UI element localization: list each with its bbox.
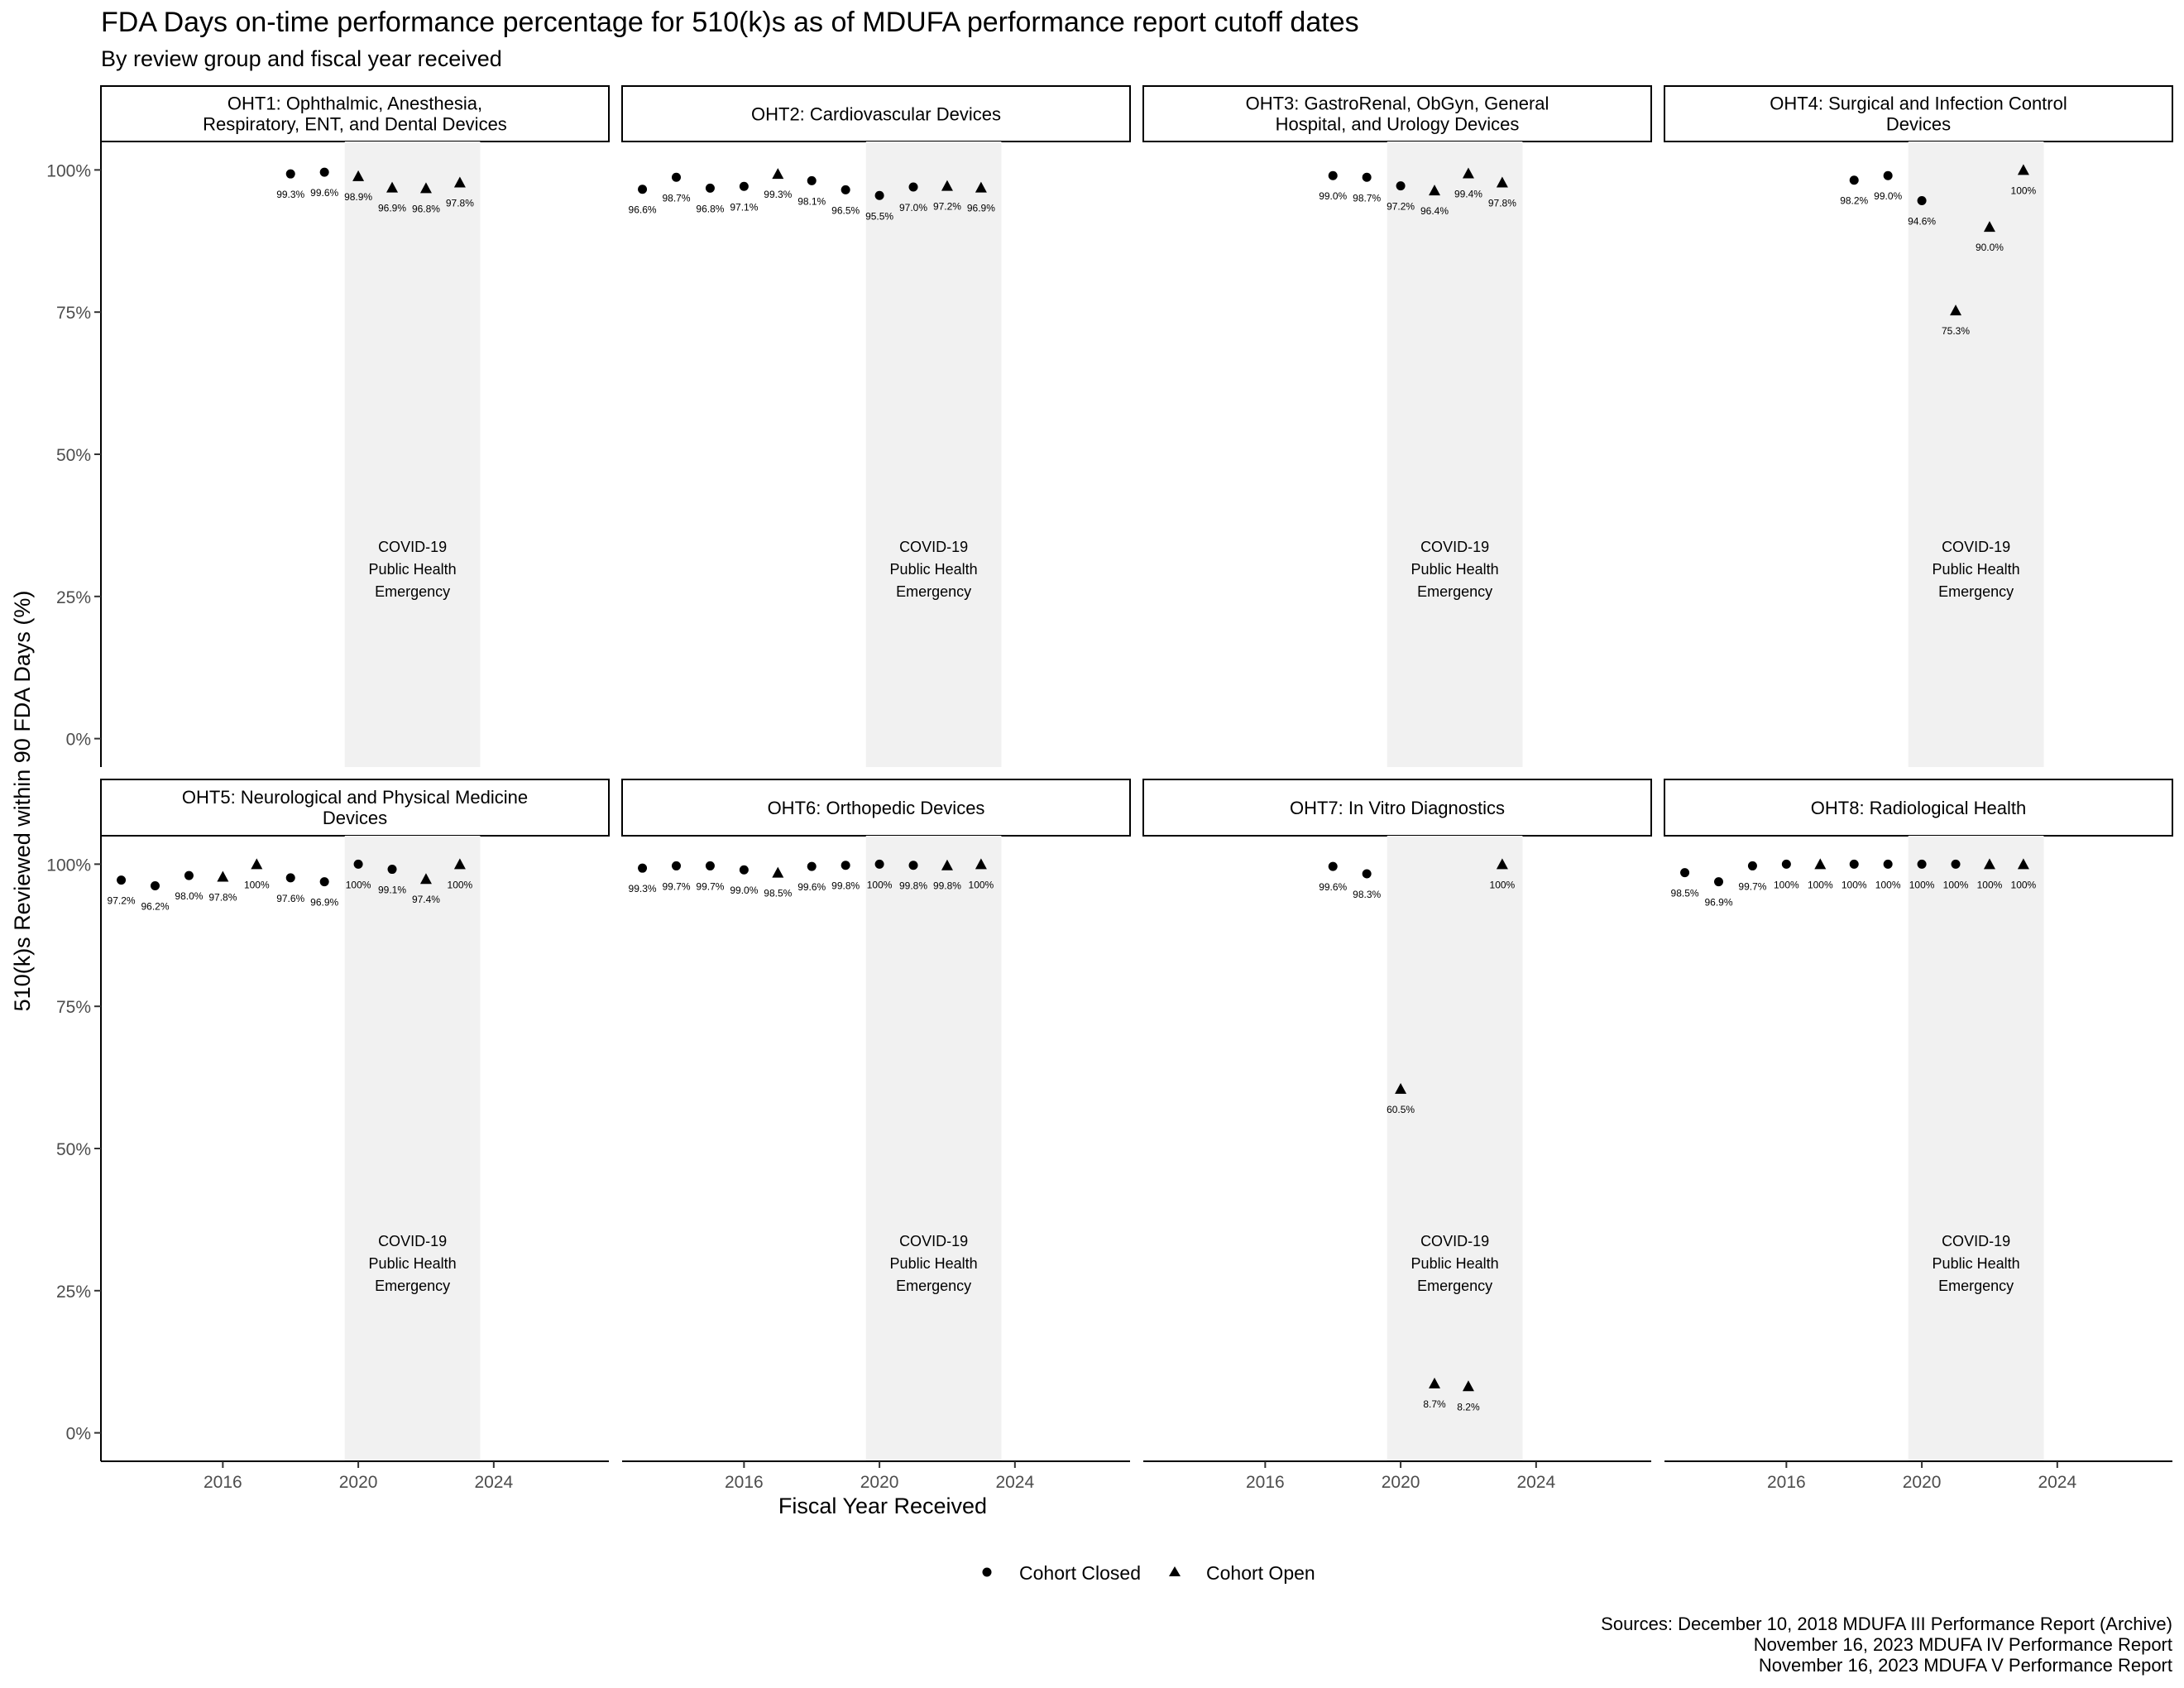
data-point-closed xyxy=(1782,860,1791,869)
facet-title: OHT6: Orthopedic Devices xyxy=(767,798,985,818)
data-point-closed xyxy=(1884,860,1893,869)
data-point-closed xyxy=(1850,860,1859,869)
data-label: 100% xyxy=(1807,879,1833,891)
data-label: 97.2% xyxy=(1387,200,1415,213)
data-point-closed xyxy=(117,875,126,885)
data-label: 99.1% xyxy=(378,884,407,896)
data-point-closed xyxy=(286,170,295,179)
data-point-closed xyxy=(1329,171,1338,180)
x-tick-label: 2016 xyxy=(725,1473,764,1492)
data-point-closed xyxy=(841,861,850,870)
facet-title: OHT3: GastroRenal, ObGyn, General xyxy=(1245,93,1549,114)
data-label: 100% xyxy=(1942,879,1969,891)
data-label: 99.7% xyxy=(1738,880,1767,893)
data-label: 8.7% xyxy=(1423,1398,1446,1410)
legend-open-label: Cohort Open xyxy=(1206,1562,1315,1584)
circle-icon xyxy=(981,1566,993,1578)
x-tick-label: 2016 xyxy=(1246,1473,1285,1492)
x-tick-label: 2024 xyxy=(995,1473,1035,1492)
covid-annotation: Emergency xyxy=(896,1277,972,1294)
covid-annotation: COVID-19 xyxy=(899,1232,969,1249)
data-label: 98.7% xyxy=(1353,192,1382,204)
facet-title: OHT5: Neurological and Physical Medicine xyxy=(181,787,529,808)
data-label: 99.3% xyxy=(628,883,657,895)
covid-annotation: COVID-19 xyxy=(899,538,969,555)
data-point-closed xyxy=(1748,861,1757,870)
covid-annotation: Emergency xyxy=(1938,1277,2014,1294)
covid-annotation: COVID-19 xyxy=(1420,538,1490,555)
x-tick-label: 2020 xyxy=(338,1473,378,1492)
data-point-closed xyxy=(1714,877,1723,886)
data-point-open xyxy=(772,168,783,179)
data-label: 8.2% xyxy=(1457,1401,1480,1413)
sources-note xyxy=(1601,1614,2172,1676)
covid-annotation: Emergency xyxy=(375,1277,451,1294)
facet-title: OHT7: In Vitro Diagnostics xyxy=(1289,798,1506,818)
covid-annotation: Public Health xyxy=(1932,560,2020,578)
y-axis-title: 510(k)s Reviewed within 90 FDA Days (%) xyxy=(10,590,35,1012)
covid-annotation: COVID-19 xyxy=(378,1232,448,1249)
covid-shaded-region xyxy=(345,836,481,1461)
y-tick-label: 100% xyxy=(46,161,91,181)
covid-annotation: Emergency xyxy=(1938,583,2014,600)
data-point-closed xyxy=(1884,171,1893,180)
data-label: 100% xyxy=(1909,879,1935,891)
data-point-closed xyxy=(388,865,397,874)
covid-annotation: Public Health xyxy=(1932,1254,2020,1272)
data-point-closed xyxy=(1918,196,1927,205)
data-label: 100% xyxy=(243,879,270,891)
data-label: 97.2% xyxy=(107,894,136,907)
data-label: 98.9% xyxy=(344,190,373,203)
data-label: 100% xyxy=(1774,879,1799,891)
covid-annotation: COVID-19 xyxy=(1942,538,2011,555)
data-point-closed xyxy=(1363,173,1372,182)
data-point-closed xyxy=(909,182,918,191)
x-tick-label: 2016 xyxy=(204,1473,242,1492)
data-point-closed xyxy=(1329,862,1338,871)
data-point-open xyxy=(772,867,783,878)
data-point-closed xyxy=(740,182,749,191)
source-line: Sources: December 10, 2018 MDUFA III Performance Report (Archive) xyxy=(1601,1614,2172,1634)
data-point-closed xyxy=(151,881,160,890)
covid-annotation: COVID-19 xyxy=(1942,1232,2011,1249)
data-label: 97.6% xyxy=(276,892,305,904)
data-label: 96.9% xyxy=(1704,896,1733,909)
x-tick-label: 2024 xyxy=(2038,1473,2077,1492)
data-label: 99.7% xyxy=(696,880,725,893)
covid-shaded-region xyxy=(1909,836,2044,1461)
data-label: 99.8% xyxy=(831,880,860,892)
data-label: 99.3% xyxy=(764,189,793,201)
y-tick-label: 50% xyxy=(55,1140,91,1159)
data-label: 99.8% xyxy=(932,880,961,892)
data-label: 96.9% xyxy=(310,896,339,909)
covid-shaded-region xyxy=(345,141,481,767)
data-label: 96.2% xyxy=(141,900,170,913)
data-label: 99.3% xyxy=(276,189,305,201)
data-label: 100% xyxy=(447,879,473,891)
data-point-open xyxy=(1814,858,1826,869)
data-label: 96.9% xyxy=(378,202,407,214)
data-point-closed xyxy=(706,184,715,193)
data-label: 99.7% xyxy=(662,880,691,893)
y-tick-label: 25% xyxy=(55,587,91,607)
chart-subtitle: By review group and fiscal year received xyxy=(101,46,502,71)
data-label: 98.0% xyxy=(175,890,204,903)
data-label: 99.6% xyxy=(310,187,339,199)
covid-shaded-region xyxy=(1387,141,1523,767)
data-label: 96.6% xyxy=(628,204,657,216)
data-point-closed xyxy=(1363,870,1372,879)
x-tick-label: 2024 xyxy=(474,1473,514,1492)
x-tick-label: 2024 xyxy=(1516,1473,1556,1492)
data-point-closed xyxy=(1396,181,1406,190)
x-tick-label: 2020 xyxy=(1902,1473,1942,1492)
covid-annotation: COVID-19 xyxy=(1420,1232,1490,1249)
data-label: 97.1% xyxy=(730,201,759,213)
data-label: 98.2% xyxy=(1840,194,1869,207)
data-label: 98.7% xyxy=(662,192,691,204)
data-point-closed xyxy=(1952,860,1961,869)
data-label: 96.8% xyxy=(696,203,725,215)
covid-annotation: Public Health xyxy=(368,1254,457,1272)
data-label: 95.5% xyxy=(865,210,894,223)
y-tick-label: 50% xyxy=(55,446,91,465)
data-label: 98.5% xyxy=(764,887,793,899)
data-point-closed xyxy=(740,866,749,875)
data-point-open xyxy=(251,858,262,869)
data-label: 96.4% xyxy=(1420,205,1449,218)
covid-annotation: Public Health xyxy=(1410,1254,1499,1272)
x-tick-label: 2016 xyxy=(1767,1473,1806,1492)
triangle-icon xyxy=(1168,1566,1181,1577)
data-point-closed xyxy=(320,168,329,177)
x-axis-title: Fiscal Year Received xyxy=(778,1494,988,1518)
covid-annotation: Emergency xyxy=(1417,1277,1493,1294)
y-tick-label: 0% xyxy=(65,730,91,750)
data-label: 100% xyxy=(1875,879,1901,891)
y-tick-label: 100% xyxy=(46,856,91,875)
data-point-closed xyxy=(1918,860,1927,869)
covid-annotation: Public Health xyxy=(889,560,978,578)
data-point-closed xyxy=(638,864,647,873)
covid-shaded-region xyxy=(866,836,1002,1461)
covid-annotation: Emergency xyxy=(1417,583,1493,600)
y-tick-label: 75% xyxy=(55,998,91,1018)
covid-shaded-region xyxy=(1909,141,2044,767)
facet-title: Devices xyxy=(322,808,388,828)
y-tick-label: 0% xyxy=(65,1424,91,1444)
data-point-closed xyxy=(807,862,817,871)
covid-annotation: Public Health xyxy=(889,1254,978,1272)
facet-title: OHT2: Cardiovascular Devices xyxy=(751,103,1001,125)
data-point-closed xyxy=(706,861,715,870)
data-label: 96.5% xyxy=(831,204,860,217)
data-label: 100% xyxy=(1489,879,1516,891)
x-tick-label: 2020 xyxy=(860,1473,899,1492)
data-label: 94.6% xyxy=(1908,215,1937,228)
data-point-closed xyxy=(672,173,681,182)
data-point-closed xyxy=(875,191,884,200)
covid-annotation: Public Health xyxy=(1410,560,1499,578)
data-label: 90.0% xyxy=(1975,242,2004,254)
covid-annotation: Emergency xyxy=(896,583,972,600)
data-label: 100% xyxy=(345,879,371,891)
source-line: November 16, 2023 MDUFA IV Performance Report xyxy=(1753,1634,2172,1655)
source-line: November 16, 2023 MDUFA V Performance Report xyxy=(1758,1655,2172,1676)
data-label: 97.0% xyxy=(899,201,928,213)
facet-title: Respiratory, ENT, and Dental Devices xyxy=(203,113,507,135)
data-label: 99.6% xyxy=(797,881,826,894)
data-point-open xyxy=(217,870,228,881)
data-label: 100% xyxy=(2010,185,2037,197)
covid-annotation: Public Health xyxy=(368,560,457,578)
data-label: 97.2% xyxy=(932,200,961,213)
data-label: 97.4% xyxy=(411,894,440,906)
data-label: 98.1% xyxy=(797,195,826,208)
covid-annotation: Emergency xyxy=(375,583,451,600)
data-label: 60.5% xyxy=(1387,1103,1415,1115)
data-point-closed xyxy=(807,176,817,185)
data-label: 100% xyxy=(1976,879,2003,891)
data-label: 99.6% xyxy=(1319,881,1348,894)
covid-annotation: COVID-19 xyxy=(378,538,448,555)
data-label: 97.8% xyxy=(208,891,237,904)
data-label: 97.8% xyxy=(445,197,474,209)
facet-title: Hospital, and Urology Devices xyxy=(1275,113,1520,135)
facet-title: OHT4: Surgical and Infection Control xyxy=(1770,93,2067,114)
data-point-closed xyxy=(286,873,295,882)
y-tick-label: 25% xyxy=(55,1282,91,1302)
data-point-closed xyxy=(354,860,363,869)
legend-closed-label: Cohort Closed xyxy=(1019,1562,1142,1584)
facet-title: Devices xyxy=(1885,113,1952,135)
data-label: 100% xyxy=(866,879,893,891)
data-label: 100% xyxy=(2010,879,2037,891)
data-point-closed xyxy=(1850,175,1859,185)
data-label: 100% xyxy=(968,879,994,891)
facet-title: OHT1: Ophthalmic, Anesthesia, xyxy=(227,93,483,114)
facet-title: OHT8: Radiological Health xyxy=(1810,798,2027,818)
data-label: 99.8% xyxy=(899,880,928,892)
data-point-closed xyxy=(1680,868,1689,877)
chart-title: FDA Days on-time performance percentage for 510(k)s as of MDUFA performance report cutoff dates xyxy=(101,7,1359,38)
data-label: 99.0% xyxy=(730,885,759,897)
data-point-closed xyxy=(841,185,850,194)
data-label: 96.8% xyxy=(411,203,440,215)
data-point-closed xyxy=(875,860,884,869)
data-point-closed xyxy=(909,861,918,870)
x-tick-label: 2020 xyxy=(1381,1473,1420,1492)
data-label: 98.5% xyxy=(1670,887,1699,899)
data-point-closed xyxy=(672,861,681,870)
data-point-closed xyxy=(320,877,329,886)
data-label: 100% xyxy=(1841,879,1867,891)
data-point-closed xyxy=(184,871,194,880)
data-point-closed xyxy=(638,185,647,194)
data-label: 99.0% xyxy=(1874,190,1903,203)
covid-shaded-region xyxy=(866,141,1002,767)
data-label: 98.3% xyxy=(1353,889,1382,901)
covid-shaded-region xyxy=(1387,836,1523,1461)
data-label: 96.9% xyxy=(966,202,995,214)
y-tick-label: 75% xyxy=(55,304,91,324)
data-label: 97.8% xyxy=(1487,197,1516,209)
data-label: 99.0% xyxy=(1319,190,1348,203)
data-label: 75.3% xyxy=(1942,325,1971,338)
data-label: 99.4% xyxy=(1454,188,1482,200)
